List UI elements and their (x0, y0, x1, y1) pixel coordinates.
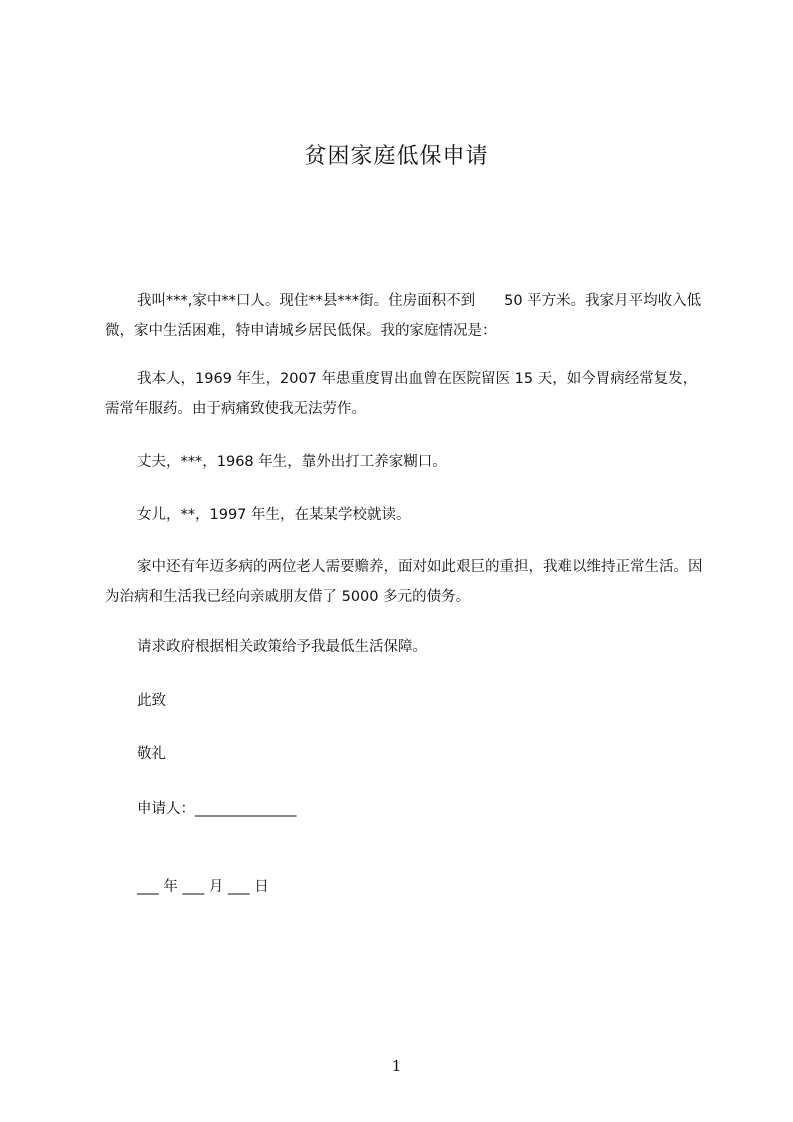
paragraph-self: 我本人，1969 年生，2007 年患重度胃出血曾在医院留医 15 天，如今胃病经常复发，需常年服药。由于病痛致使我无法劳作。 (105, 371, 698, 417)
paragraph-husband: 丈夫，***，1968 年生，靠外出打工养家糊口。 (137, 454, 447, 470)
closing-salutation: 此致 (137, 693, 166, 709)
paragraph-elders: 家中还有年迈多病的两位老人需要赡养，面对如此艰巨的重担，我难以维持正常生活。因为治病和生活我已经向亲戚朋友借了 5000 多元的债务。 (105, 559, 703, 605)
document-title: 贫困家庭低保申请 (304, 144, 489, 169)
paragraph-request: 请求政府根据相关政策给予我最低生活保障。 (137, 639, 427, 655)
closing-regards: 敬礼 (137, 746, 166, 762)
paragraph-daughter: 女儿，**，1997 年生，在某某学校就读。 (137, 507, 411, 523)
page-number: 1 (391, 1057, 402, 1075)
date-line: ___ 年 ___ 月 ___ 日 (137, 879, 269, 895)
applicant-signature-line: 申请人：______________ (137, 801, 297, 817)
paragraph-intro: 我叫***,家中**口人。现住**县***街。住房面积不到 50 平方米。我家月平均收入低微，家中生活困难，特申请城乡居民低保。我的家庭情况是： (105, 293, 702, 339)
